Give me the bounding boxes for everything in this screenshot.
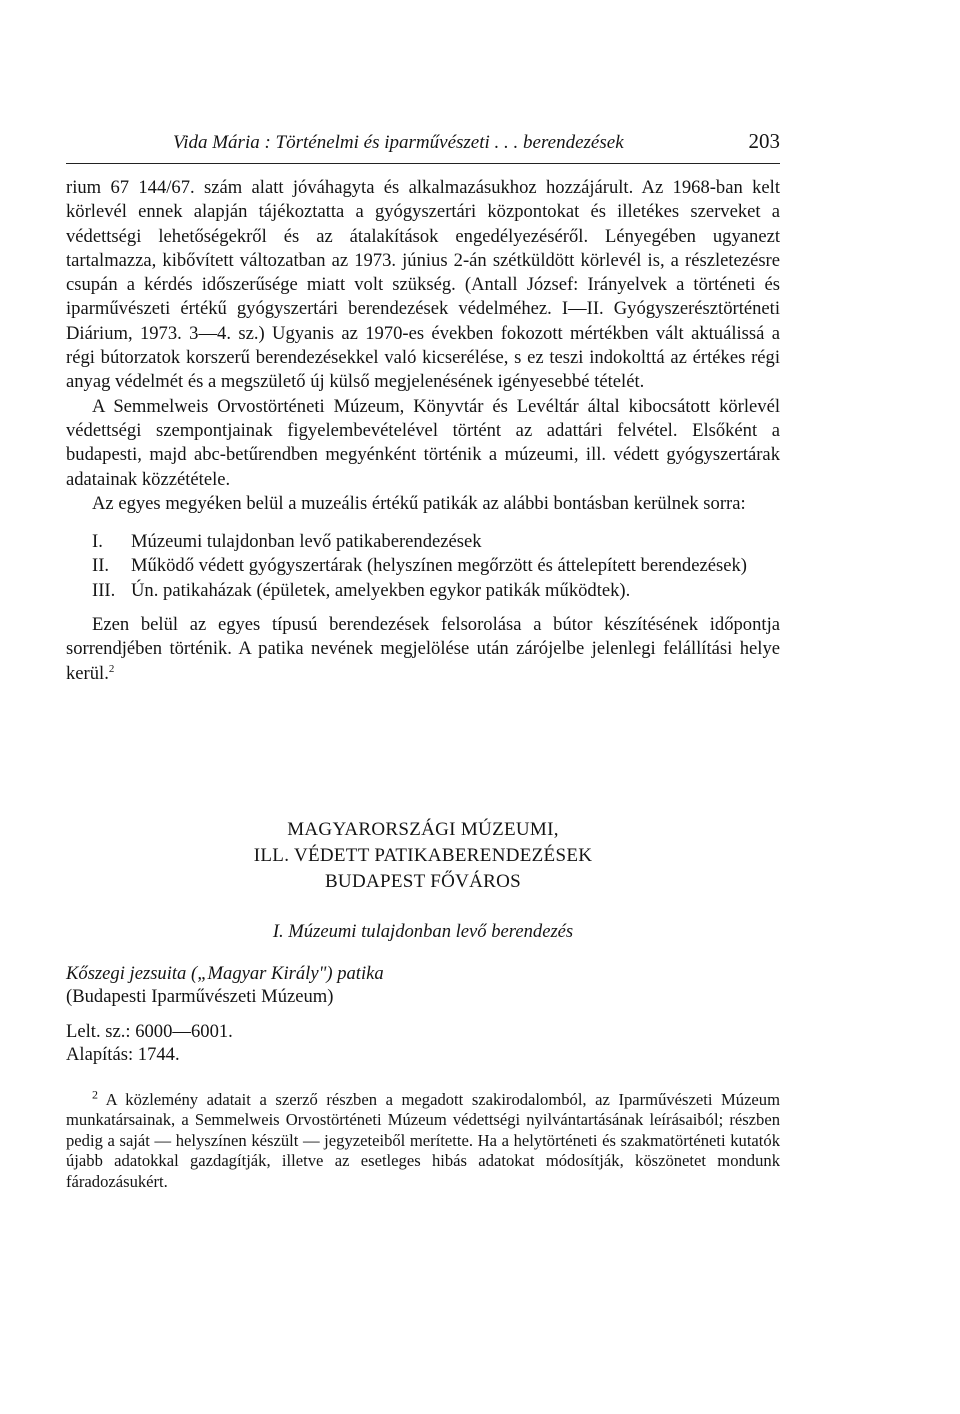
- pharmacy-entry: [66, 962, 780, 1066]
- list-item-text: Ún. patikaházak (épületek, amelyekben egykor patikák működtek).: [131, 579, 631, 601]
- paragraph-gap: [66, 603, 780, 613]
- paragraph-2: A Semmelweis Orvostörténeti Múzeum, Könyvtár és Levéltár által kibocsátott körlevél védettségi szempontjainak figyelembevételével történt az adattári felvétel. Elsőként a budapesti, majd abc-betűrendben megyénként történik a múzeumi, ill. védett gyógyszertárak adatainak közzététele.: [66, 395, 780, 490]
- list-item-number: II.: [92, 555, 110, 577]
- footnote-reference: 2: [108, 662, 115, 675]
- paragraph-1: rium 67 144/67. szám alatt jóváhagyta és alkalmazásukhoz hozzájárult. Az 1968-ban kelt körlevél ennek alapján tájékoztatta a gyógyszertári központokat és illetékes szerveket a védettségi lehetőségekről és az átalakítások engedélyezéséről. Lényegében ugyanezt tartalmazza, kibővített változatban az 1973. június 2-án szétküldött körlevél is, a részletezésre csupán a kérdés időszerűsége miatt volt szükség. (Antall József: Irányelvek a történeti és iparművészeti értékű gyógyszertári berendezések védelméhez. I—II. Gyógyszerésztörténeti Diárium, 1973. 3—4. sz.) Ugyanis az 1970-es években fokozott mértékben vált aktuálissá a régi bútorzatok korszerű berendezésekkel való kicserélése, s ez teszi indokolttá az értékes régi anyag védelmét és a megszülető új külső megjelenésének igényesebbé tételét.: [66, 177, 780, 393]
- footnote: [66, 1087, 780, 1192]
- paragraph-4-text: Ezen belül az egyes típusú berendezések felsorolása a bútor készítésének időpontja sorrendjében történik. A patika nevének megjelölése után zárójelbe jelenlegi felállítási helye kerül.: [66, 614, 780, 684]
- list-item: [92, 554, 780, 578]
- running-header-title: Vida Mária : Történelmi és iparművészeti . . . berendezések: [173, 132, 624, 153]
- body-text: [66, 176, 780, 686]
- section-heading-line-3: BUDAPEST FŐVÁROS: [324, 871, 522, 892]
- section-subheading: I. Múzeumi tulajdonban levő berendezés: [272, 921, 574, 942]
- list-item-number: III.: [92, 579, 116, 601]
- section-heading-line-2: ILL. VÉDETT PATIKABERENDEZÉSEK: [253, 845, 593, 866]
- founding-year: Alapítás: 1744.: [66, 1044, 180, 1065]
- page-number: 203: [748, 129, 780, 153]
- list-item-number: I.: [92, 531, 103, 553]
- inventory-number: Lelt. sz.: 6000—6001.: [66, 1021, 233, 1042]
- paragraph-4: [66, 613, 780, 686]
- list-item: [92, 530, 780, 554]
- pharmacy-location: (Budapesti Iparművészeti Múzeum): [66, 986, 334, 1007]
- section-heading-line-1: MAGYARORSZÁGI MÚZEUMI,: [287, 819, 559, 840]
- list-item: [92, 579, 780, 603]
- footnote-mark: 2: [92, 1087, 98, 1102]
- footnote-text: A közlemény adatait a szerző részben a megadott szakirodalomból, az Iparművészeti Múzeum munkatársainak, a Semmelweis Orvostörténeti Múzeum védettségi nyilvántartásának leírásaiból; részben pedig a saját — helyszínen készült — jegyzeteiből merítette. Ha a helytörténeti és szakmatörténeti kutatók újabb adatokkal gazdagítják, illetve az esetleges hibás adatokat módosítják, köszönetet mondunk fáradozásukért.: [66, 1090, 780, 1191]
- paragraph-3: Az egyes megyéken belül a muzeális értékű patikák az alábbi bontásban kerülnek sorra:: [92, 492, 746, 514]
- list-item-text: Múzeumi tulajdonban levő patikaberendezések: [131, 531, 482, 553]
- list-item-text: Működő védett gyógyszertárak (helyszínen megőrzött és áttelepített berendezések): [131, 555, 747, 577]
- running-header: [66, 131, 780, 164]
- category-list: [92, 530, 780, 603]
- pharmacy-name: Kőszegi jezsuita („Magyar Király") patika: [66, 963, 384, 984]
- section-heading: [66, 817, 780, 895]
